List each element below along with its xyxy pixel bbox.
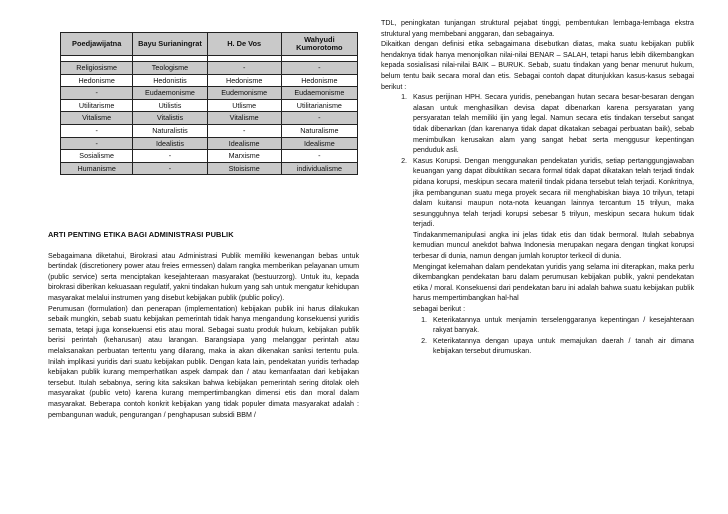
paragraph: Mengingat kelemahan dalam pendekatan yuridis yang selama ini diterapkan, maka perlu dikembangkan pendekatan baru dalam perumusan kebijakan publik, yakni pendekatan etika / moral. Konsekuensi dari pendekatan baru ini adalah bahwa suatu kebijakan publik harus mempertimbangkan hal-hal — [413, 262, 694, 303]
table-cell: individualisme — [281, 162, 357, 175]
table-row — [61, 162, 358, 175]
list-number: 1. — [401, 93, 407, 102]
table-row — [61, 87, 358, 100]
list-number: 2. — [421, 336, 427, 345]
paragraph: Dikaitkan dengan definisi etika sebagaimana disebutkan diatas, maka suatu kebijakan publik hendaknya tidak hanya menonjolkan nilai-nilai BENAR – SALAH, tetapi harus lebih dikembangkan kepada sosialisasi nilai-nilai BAIK – BURUK. Sebab, suatu tindakan yang benar menurut hukum, belum tentu baik secara moral dan etis. Sebagai contoh dapat ditunjukkan kasus-kasus sebagai berikut : — [381, 40, 694, 91]
table-cell: Idealisme — [281, 137, 357, 150]
table-cell: Utilitarianisme — [281, 99, 357, 112]
table-cell: Religiosisme — [61, 62, 133, 75]
list-item-text: Keterikatannya untuk menjamin terselenggaranya kepentingan / kesejahteraan rakyat banyak. — [433, 315, 694, 335]
table-cell: Hedonisme — [61, 74, 133, 87]
table-cell: Naturalisme — [281, 124, 357, 137]
table-cell: Eudemonisme — [207, 87, 281, 100]
table-cell: Utlisme — [207, 99, 281, 112]
table-cell: - — [133, 162, 207, 175]
table-row — [61, 150, 358, 163]
table-cell: Sosialisme — [61, 150, 133, 163]
table-header-cell: Poedjawijatna — [61, 33, 133, 56]
table-row — [61, 137, 358, 150]
list-item — [413, 336, 694, 357]
table-header-row — [61, 33, 358, 56]
list-item — [381, 156, 694, 230]
table-cell: Idealisme — [207, 137, 281, 150]
list-item-text: Keterikatannya dengan upaya untuk memajukan daerah / tanah air dimana kebijakan tersebut dirumuskan. — [433, 336, 694, 356]
paragraph: sebagai berikut : — [413, 305, 466, 314]
table-cell: Humanisme — [61, 162, 133, 175]
section-heading: ARTI PENTING ETIKA BAGI ADMINISTRASI PUBLIK — [48, 230, 234, 239]
table-row — [61, 99, 358, 112]
table-cell: - — [61, 137, 133, 150]
table-row — [61, 62, 358, 75]
table-cell: - — [281, 112, 357, 125]
left-column — [48, 230, 359, 420]
list-item — [381, 92, 694, 156]
table-cell: Utilistis — [133, 99, 207, 112]
table-cell: - — [61, 124, 133, 137]
table-cell: - — [61, 87, 133, 100]
table-cell: Stoisisme — [207, 162, 281, 175]
table-header-cell: H. De Vos — [207, 33, 281, 56]
table-header-cell: Bayu Surianingrat — [133, 33, 207, 56]
table-row — [61, 74, 358, 87]
table-row — [61, 124, 358, 137]
table-cell: Hedonistis — [133, 74, 207, 87]
table-cell: - — [207, 62, 281, 75]
list-item-text: Kasus Korupsi. Dengan menggunakan pendekatan yuridis, setiap pertanggungjawaban keuangan yang dapat dibuktikan secara formal tidak dapat dikatakan telah terjadi tindak pidana korupsi, meskipun secara materiil tindak pidana tersebut telah terjadi. Konkritnya, jika pembangunan suatu mega proyek secara riil menghabiskan biaya 10 trilyun, tetapi dalam kuitansi maupun nota-nota keuangan lainnya tercantum 15 trilyun, maka sesungguhnya telah terjadi korupsi sebesar 5 trilyun, meskipun secara hukum tidak terjadi. — [413, 156, 694, 229]
paragraph: Perumusan (formulation) dan penerapan (implementation) kebijakan publik ini harus dilakukan sebaik mungkin, sebab suatu kebijakan pemerintah tidak hanya mengandung konsekuensi yuridis semata, tetapi juga konsekuensi etis atau moral. Sebagai suatu produk hukum, kebijakan publik berisi perintah (keharusan) atau larangan. Barangsiapa yang melanggar perintah atau melaksanakan perbuatan tertentu yang dilarang, maka ia akan dikenakan sanksi tertentu pula. Inilah implikasi yuridis dari suatu kebijakan publik. Dengan kata lain, pendekatan yuridis terhadap kebijakan publik kurang memperhatikan aspek dampak dan / atau kemanfaatan dari kebijakan tersebut. Itulah sebabnya, sering kita saksikan bahwa kebijakan pemerintah sering ditolak oleh masyarakat (public veto) karena kurang mempertimbangkan dimensi etis dan moral dalam masyarakat. Beberapa contoh konkrit kebijakan yang tidak populer dimata masyarakat adalah : pembangunan waduk, pengurangan / penghapusan subsidi BBM / — [48, 304, 359, 419]
table-cell: Marxisme — [207, 150, 281, 163]
list-item — [413, 315, 694, 336]
paragraph: TDL, peningkatan tunjangan struktural pejabat tinggi, pembentukan lembaga-lembaga ekstra struktural yang membebani anggaran, dan sebagainya. — [381, 19, 694, 38]
ethics-comparison-table — [60, 32, 358, 175]
table-row — [61, 112, 358, 125]
table-cell: Utilitarisme — [61, 99, 133, 112]
table-cell: Hedonisme — [207, 74, 281, 87]
table-header-cell: Wahyudi Kumorotomo — [281, 33, 357, 56]
table-cell: - — [133, 150, 207, 163]
paragraph: Sebagaimana diketahui, Birokrasi atau Administrasi Publik memiliki kewenangan bebas untuk bertindak (discretionery power atau freies ermessen) dalam rangka memberikan pelayanan umum (public service) serta menciptakan kesejahteraan masyarakat (bestuurzorg). Untuk itu, kepada birokrasi diberikan kekuasaan regulatif, yakni tindakan hukum yang sah untuk mengatur kehidupan masyarakat melalui instrumen yang disebut kebijakan publik (public policy). — [48, 251, 359, 302]
table-cell: Eudaemonisme — [281, 87, 357, 100]
table-cell: Hedonisme — [281, 74, 357, 87]
list-number: 1. — [421, 315, 427, 324]
table-cell: - — [281, 62, 357, 75]
list-number: 2. — [401, 156, 407, 165]
table-cell: - — [281, 150, 357, 163]
list-item-text: Kasus perijinan HPH. Secara yuridis, penebangan hutan secara besar-besaran dengan alasan untuk menghasilkan devisa dapat dibenarkan karena persyaratan yang persyaratan telah memiliki ijin yang legal. Namun secara etis tindakan tersebut sangat tidak dibenarkan (dan karenanya tidak dapat dikatakan sebagai perbuatan baik), sebab menimbulkan kerusakan alam yang sangat hebat serta menggusur kepentingan penduduk asli. — [413, 93, 694, 155]
table-cell: Teologisme — [133, 62, 207, 75]
table-cell: Eudaemonisme — [133, 87, 207, 100]
table-cell: Naturalistis — [133, 124, 207, 137]
table-cell: Idealistis — [133, 137, 207, 150]
table-cell: - — [207, 124, 281, 137]
right-column — [381, 18, 694, 357]
table-cell: Vitalisme — [61, 112, 133, 125]
table-cell: Vitalistis — [133, 112, 207, 125]
table-cell: Vitalisme — [207, 112, 281, 125]
paragraph: Tindakanmemanipulasi angka ini jelas tidak etis dan tidak bermoral. Itulah sebabnya kemudian muncul anekdot bahwa Indonesia merupakan negara dengan tingkat korupsi terbesar di dunia, namun dengan jumlah koruptor terkecil di dunia. — [413, 230, 694, 261]
